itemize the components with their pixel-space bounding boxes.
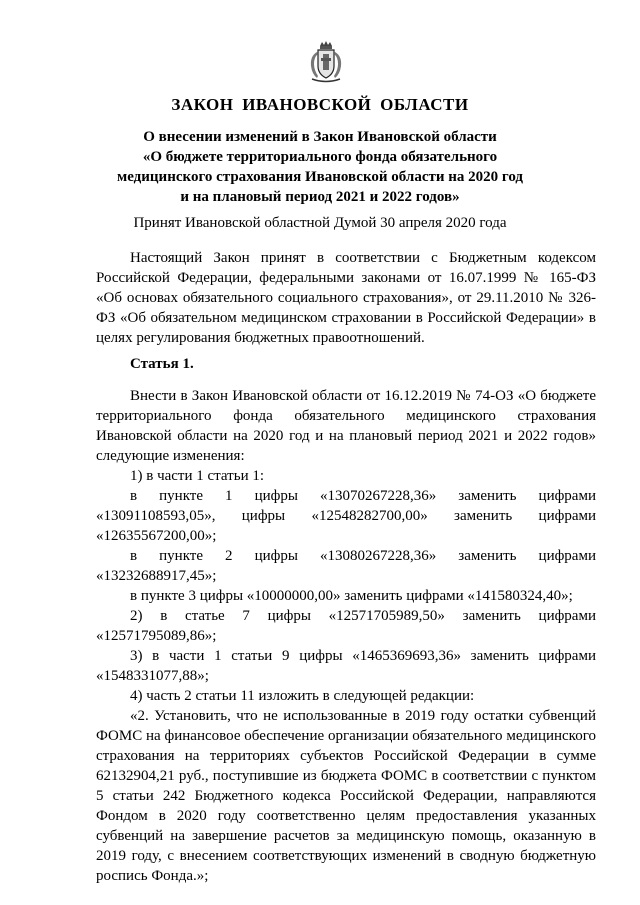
article-paragraph: в пункте 2 цифры «13080267228,36» заменить цифрами «13232688917,45»; — [96, 548, 596, 584]
article-paragraph: 4) часть 2 статьи 11 изложить в следующей редакции: — [130, 688, 475, 704]
article-paragraph: Внести в Закон Ивановской области от 16.12.2019 № 74-ОЗ «О бюджете территориального фонда обязательного медицинского страхования Ивановской области на 2020 год и на плановый период 2021 и 2022 годов» следующие изменения: — [96, 388, 596, 464]
preamble — [96, 248, 596, 348]
law-title: ЗАКОН ИВАНОВСКОЙ ОБЛАСТИ — [171, 95, 469, 114]
article-heading: Статья 1. — [130, 356, 194, 372]
article-heading-block — [96, 354, 596, 374]
article-paragraph: 3) в части 1 статьи 9 цифры «1465369693,36» заменить цифрами «1548331077,88»; — [96, 648, 596, 684]
subtitle-line: и на плановый период 2021 и 2022 годов» — [180, 189, 460, 205]
article-paragraph: 2) в статье 7 цифры «12571705989,50» заменить цифрами «12571795089,86»; — [96, 608, 596, 644]
article-paragraph: «2. Установить, что не использованные в 2019 году остатки субвенций ФОМС на финансовое обеспечение организации обязательного медицинского страхования на территориях субъектов Российской Федерации в сумме 62132904,21 руб., поступившие из бюджета ФОМС в соответствии с пунктом 5 статьи 242 Бюджетного кодекса Российской Федерации, направляются Фондом в 2020 году соответственно целям предоставления указанных субвенций на завершение расчетов за медицинскую помощь, оказанную в 2019 году, с внесением соответствующих изменений в сводную бюджетную роспись Фонда.»; — [96, 708, 596, 884]
preamble-paragraph: Настоящий Закон принят в соответствии с Бюджетным кодексом Российской Федерации, федеральными законами от 16.07.1999 № 165-ФЗ «Об основах обязательного социального страхования», от 29.11.2010 № 326-ФЗ «Об обязательном медицинском страховании в Российской Федерации» в целях регулирования бюджетных правоотношений. — [96, 250, 596, 346]
article-paragraph: в пункте 3 цифры «10000000,00» заменить цифрами «141580324,40»; — [130, 588, 573, 604]
article-paragraph: 1) в части 1 статьи 1: — [130, 468, 265, 484]
article-body — [96, 386, 596, 886]
article-paragraph: в пункте 1 цифры «13070267228,36» заменить цифрами «13091108593,05», цифры «12548282700,00» заменить цифрами «12635567200,00»; — [96, 488, 596, 544]
subtitle-line: «О бюджете территориального фонда обязательного — [142, 149, 498, 165]
adoption-line: Принят Ивановской областной Думой 30 апреля 2020 года — [133, 215, 507, 231]
subtitle-line: медицинского страхования Ивановской области на 2020 год — [117, 169, 523, 185]
subtitle-line: О внесении изменений в Закон Ивановской области — [143, 129, 497, 145]
law-subtitle — [100, 127, 540, 207]
coat-of-arms-emblem — [304, 40, 348, 84]
